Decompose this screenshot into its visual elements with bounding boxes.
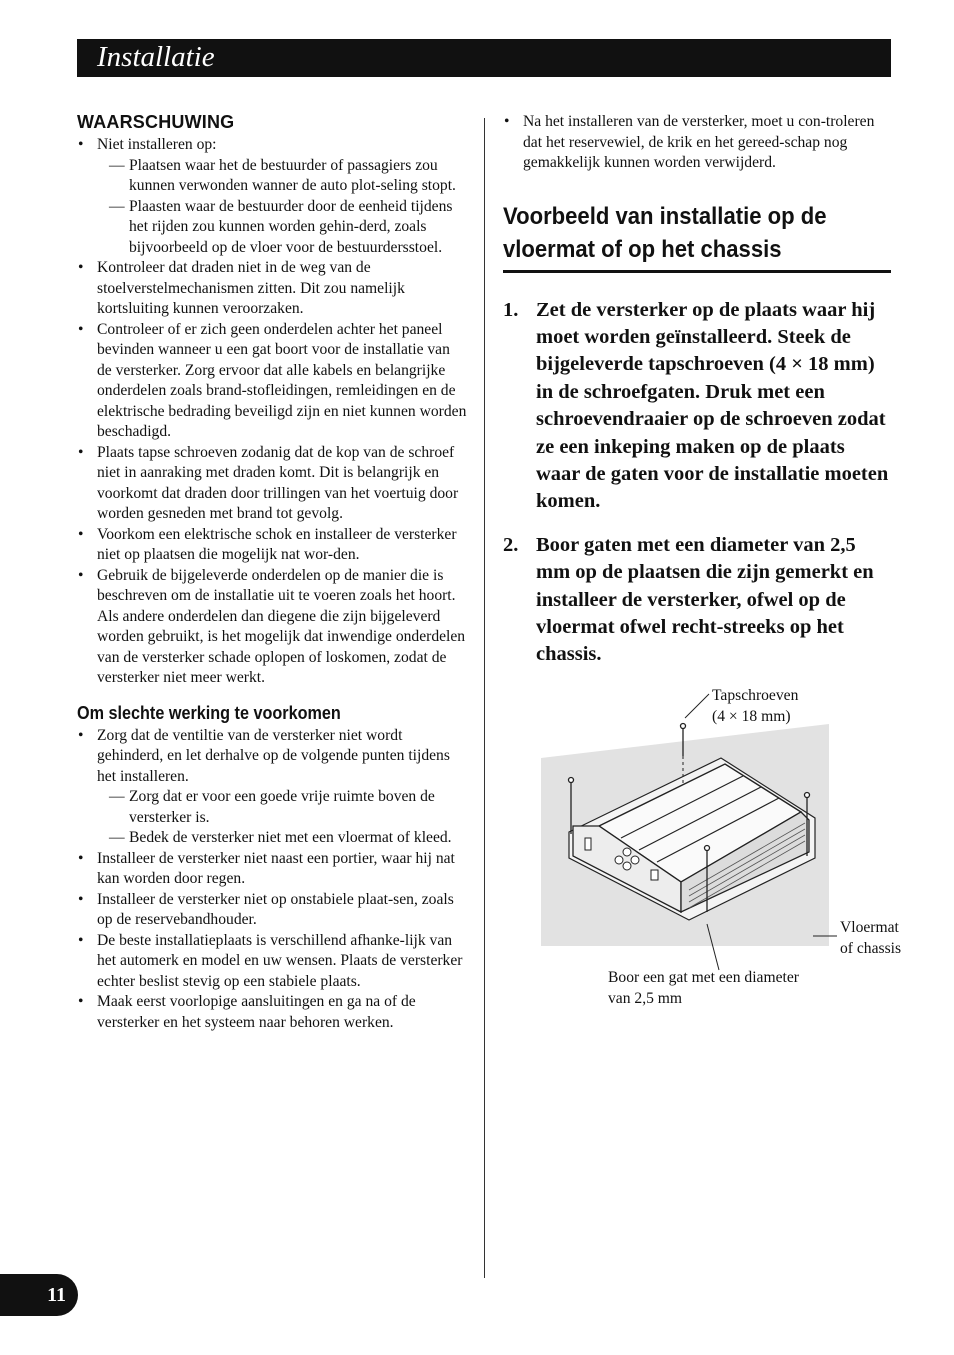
list-item (77, 726, 467, 849)
list-item-text: Installeer de versterker niet naast een portier, waar hij nat kan worden door regen. (97, 849, 455, 887)
list-item-text: Kontroleer dat draden niet in de weg van de stoelverstelmechanismen zitten. Dit zou namelijk kortsluiting kunnen veroorzaken. (97, 259, 405, 317)
list-item (77, 890, 467, 931)
list-item-text: Installeer de versterker niet op onstabiele plaat-sen, zoals op de reservebandhouder. (97, 890, 454, 928)
right-column (503, 112, 893, 685)
list-item (77, 992, 467, 1033)
list-item-text: De beste installatieplaats is verschillend afhanke-lijk van het automerk en model en uw wensen. Plaats de versterker echter beslist stevig op een stabiele plaats. (97, 931, 463, 990)
list-item (77, 135, 467, 258)
warning-list (77, 135, 467, 689)
list-item-text: Gebruik de bijgeleverde onderdelen op de manier die is beschreven om de installatie uit te voeren zoals het hoort. Als andere onderdelen dan diegene die zijn bijgeleverd worden gebruikt, is het mogelijk dat inwendige onderdelen van de versterker schade oplopen of loskomen, zodat de versterker niet meer werkt. (97, 566, 466, 686)
list-item-text: Niet installeren op: (97, 136, 217, 153)
list-item-text: Controleer of er zich geen onderdelen achter het paneel bevinden wanneer u een gat boort voor de installatie van de versterker. Zorg ervoor dat alle kabels en belangrijke onderdelen zoals brand-stofleidingen, remleidingen en de elektrische bedrading beveiligd zijn en niet kunnen worden beschadigd. (97, 320, 467, 440)
step-number: 1. (503, 298, 519, 321)
floor-label-line: of chassis (840, 939, 902, 957)
list-item: • Na het installeren van de versterker, moet u con-troleren dat het reservewiel, de krik en het gereed-schap nog gemakkelijk kunnen worden verwijderd. (503, 112, 893, 174)
list-item-text: Zorg dat de ventiltie van de versterker niet wordt gehinderd, en let derhalve op de volgende punten tijdens het installeren. (97, 726, 450, 785)
step-item (503, 297, 893, 516)
screws-label-line: Tapschroeven (712, 687, 799, 704)
page-number: 11 (47, 1284, 66, 1306)
screws-label-line: (4 × 18 mm) (712, 707, 791, 725)
sub-list (97, 156, 467, 259)
section-heading-line: Voorbeeld van installatie op de (503, 202, 827, 230)
list-item-text: Voorkom een elektrische schok en installeer de versterker niet op plaatsen die mogelijk nat wor-den. (97, 525, 457, 563)
section-heading (503, 200, 891, 273)
column-divider (484, 118, 485, 1278)
drill-label-line: van 2,5 mm (608, 989, 683, 1007)
sub-list-item: — Plaatsen waar het de bestuurder of passagiers zou kunnen verwonden wanner de auto plot-seling stopt. (97, 156, 467, 197)
drill-label-line: Boor een gat met een diameter (608, 969, 799, 986)
sub-list-item: — Zorg dat er voor een goede vrije ruimte boven de versterker is. (97, 787, 467, 828)
avoid-title: Om slechte werking te voorkomen (77, 702, 341, 723)
page-title: Installatie (97, 41, 215, 73)
section-heading-line: vloermat of op het chassis (503, 235, 782, 263)
warning-title: WAARSCHUWING (77, 112, 235, 132)
steps-list (503, 297, 893, 669)
page-number-tab (0, 1274, 78, 1316)
list-item (77, 931, 467, 993)
list-item (77, 443, 467, 525)
sub-list-item: — Bedek de versterker niet met een vloermat of kleed. (97, 828, 467, 849)
header-bar (77, 39, 891, 77)
step-text: Zet de versterker op de plaats waar hij moet worden geïnstalleerd. Steek de bijgeleverde tapschroeven (4 × 18 mm) in de schroefgaten. Druk met een schroevendraaier op de schroeven zodat ze een inkeping maken op de plaats waar de gaten voor de installatie moeten komen. (536, 298, 889, 513)
drill-label (608, 968, 799, 1009)
list-item (77, 320, 467, 443)
sub-list (97, 787, 467, 849)
list-item (77, 525, 467, 566)
sub-list-item: — Plaasten waar de bestuurder door de eenheid tijdens het rijden zou kunnen worden gehin-derd, zoals bijvoorbeeld op de vloer voor de bestuurdersstoel. (97, 197, 467, 259)
floor-label-line: Vloermat (840, 919, 899, 936)
list-item-text: Plaats tapse schroeven zodanig dat de kop van de schroef niet in aanraking met draden komt. Dit is belangrijk en voorkomt dat draden door trillingen van het voertuig door worden gesneden met brand tot gevolg. (97, 443, 459, 522)
floor-label (840, 918, 901, 959)
installation-figure (503, 680, 923, 1020)
step-text: Boor gaten met een diameter van 2,5 mm op de plaatsen die zijn gemerkt en installeer de versterker, ofwel op de vloermat ofwel recht-streeks op het chassis. (536, 533, 874, 666)
top-bullet-list (503, 112, 893, 174)
list-item (77, 566, 467, 689)
avoid-list (77, 726, 467, 1034)
list-item (77, 258, 467, 320)
step-item (503, 532, 893, 669)
list-item-text: Maak eerst voorlopige aansluitingen en ga na of de versterker en het systeem naar behoren werken. (97, 993, 416, 1031)
step-number: 2. (503, 533, 519, 556)
list-item (77, 849, 467, 890)
screws-label (712, 686, 798, 727)
left-column (77, 112, 467, 1033)
